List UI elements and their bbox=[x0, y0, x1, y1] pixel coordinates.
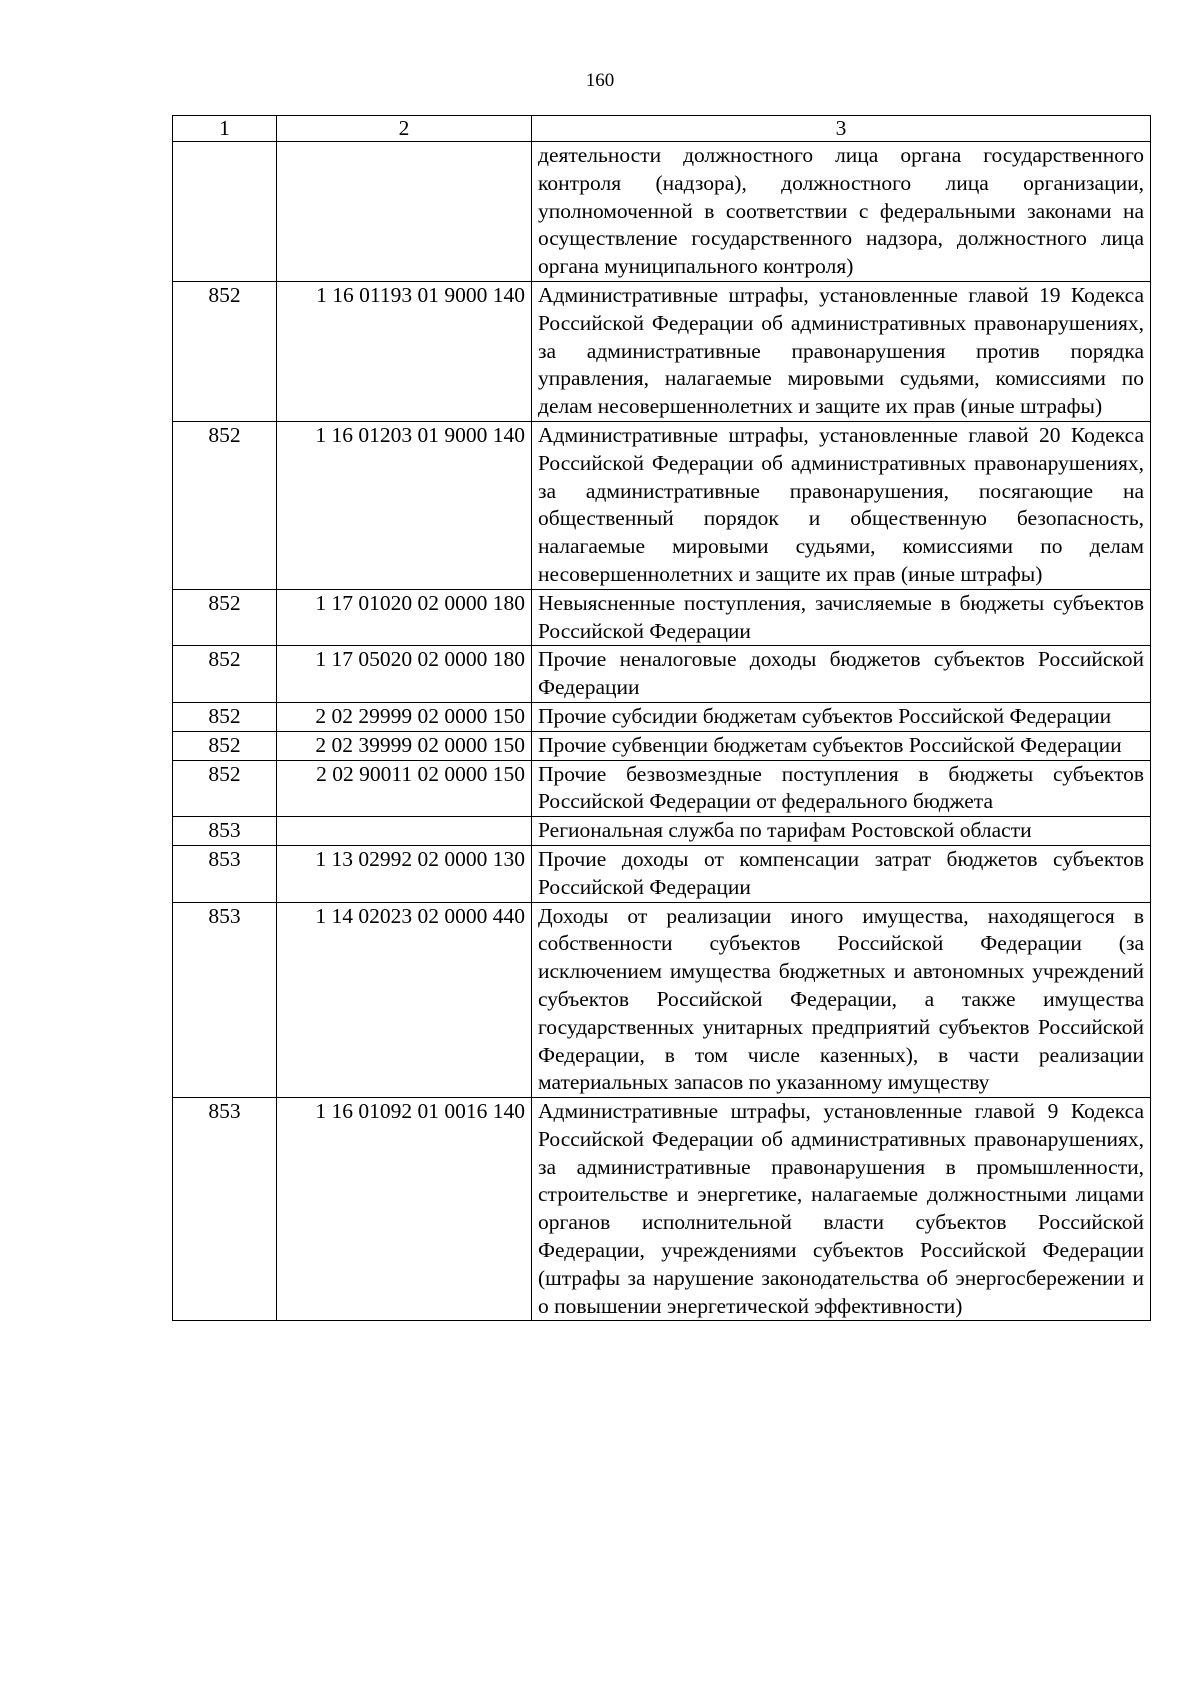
revenue-code-cell: 1 17 05020 02 0000 180 bbox=[277, 646, 532, 703]
table-header-row bbox=[173, 116, 1151, 142]
table-row bbox=[173, 817, 1151, 846]
table-row bbox=[173, 589, 1151, 646]
description-cell: Невыясненные поступления, зачисляемые в бюджеты субъектов Российской Федерации bbox=[532, 589, 1151, 646]
description-cell: Административные штрафы, установленные главой 20 Кодекса Российской Федерации об административных правонарушениях, за административные правонарушения, посягающие на общественный порядок и общественную безопасность, налагаемые мировыми судьями, комиссиями по делам несовершеннолетних и защите их прав (иные штрафы) bbox=[532, 421, 1151, 589]
table-row bbox=[173, 902, 1151, 1098]
revenue-code-cell: 2 02 29999 02 0000 150 bbox=[277, 702, 532, 731]
revenue-code-cell: 1 13 02992 02 0000 130 bbox=[277, 845, 532, 902]
description-cell: Прочие безвозмездные поступления в бюджеты субъектов Российской Федерации от федерального бюджета bbox=[532, 760, 1151, 817]
table-row bbox=[173, 421, 1151, 589]
description-cell: Региональная служба по тарифам Ростовской области bbox=[532, 817, 1151, 846]
revenue-code-cell: 1 16 01193 01 9000 140 bbox=[277, 281, 532, 421]
admin-code-cell: 853 bbox=[173, 817, 277, 846]
revenue-code-cell bbox=[277, 142, 532, 282]
table-row bbox=[173, 1098, 1151, 1321]
admin-code-cell: 852 bbox=[173, 646, 277, 703]
revenue-code-cell: 1 14 02023 02 0000 440 bbox=[277, 902, 532, 1098]
admin-code-cell bbox=[173, 142, 277, 282]
admin-code-cell: 852 bbox=[173, 760, 277, 817]
description-cell: Административные штрафы, установленные главой 9 Кодекса Российской Федерации об административных правонарушениях, за административные правонарушения в промышленности, строительстве и энергетике, налагаемые должностными лицами органов исполнительной власти субъектов Российской Федерации, учреждениями субъектов Российской Федерации (штрафы за нарушение законодательства об энергосбережении и о повышении энергетической эффективности) bbox=[532, 1098, 1151, 1321]
description-cell: Административные штрафы, установленные главой 19 Кодекса Российской Федерации об административных правонарушениях, за административные правонарушения против порядка управления, налагаемые мировыми судьями, комиссиями по делам несовершеннолетних и защите их прав (иные штрафы) bbox=[532, 281, 1151, 421]
table-row bbox=[173, 731, 1151, 760]
header-cell-2: 2 bbox=[277, 116, 532, 142]
table-row bbox=[173, 845, 1151, 902]
header-cell-1: 1 bbox=[173, 116, 277, 142]
table-row bbox=[173, 281, 1151, 421]
revenue-codes-table bbox=[172, 115, 1151, 1321]
revenue-code-cell: 1 16 01092 01 0016 140 bbox=[277, 1098, 532, 1321]
revenue-code-cell bbox=[277, 817, 532, 846]
header-cell-3: 3 bbox=[532, 116, 1151, 142]
table-row bbox=[173, 142, 1151, 282]
description-cell: Прочие неналоговые доходы бюджетов субъектов Российской Федерации bbox=[532, 646, 1151, 703]
description-cell: Доходы от реализации иного имущества, находящегося в собственности субъектов Российской Федерации (за исключением имущества бюджетных и автономных учреждений субъектов Российской Федерации, а также имущества государственных унитарных предприятий субъектов Российской Федерации, в том числе казенных), в части реализации материальных запасов по указанному имуществу bbox=[532, 902, 1151, 1098]
revenue-code-cell: 2 02 90011 02 0000 150 bbox=[277, 760, 532, 817]
page-number: 160 bbox=[585, 70, 615, 91]
description-cell: Прочие доходы от компенсации затрат бюджетов субъектов Российской Федерации bbox=[532, 845, 1151, 902]
admin-code-cell: 852 bbox=[173, 731, 277, 760]
admin-code-cell: 852 bbox=[173, 589, 277, 646]
description-cell: Прочие субвенции бюджетам субъектов Российской Федерации bbox=[532, 731, 1151, 760]
admin-code-cell: 853 bbox=[173, 902, 277, 1098]
admin-code-cell: 852 bbox=[173, 702, 277, 731]
admin-code-cell: 852 bbox=[173, 421, 277, 589]
revenue-code-cell: 1 17 01020 02 0000 180 bbox=[277, 589, 532, 646]
revenue-code-cell: 2 02 39999 02 0000 150 bbox=[277, 731, 532, 760]
table-row bbox=[173, 646, 1151, 703]
table-row bbox=[173, 702, 1151, 731]
admin-code-cell: 853 bbox=[173, 1098, 277, 1321]
admin-code-cell: 852 bbox=[173, 281, 277, 421]
description-cell: Прочие субсидии бюджетам субъектов Российской Федерации bbox=[532, 702, 1151, 731]
revenue-code-cell: 1 16 01203 01 9000 140 bbox=[277, 421, 532, 589]
admin-code-cell: 853 bbox=[173, 845, 277, 902]
table-row bbox=[173, 760, 1151, 817]
description-cell: деятельности должностного лица органа государственного контроля (надзора), должностного лица организации, уполномоченной в соответствии с федеральными законами на осуществление государственного надзора, должностного лица органа муниципального контроля) bbox=[532, 142, 1151, 282]
